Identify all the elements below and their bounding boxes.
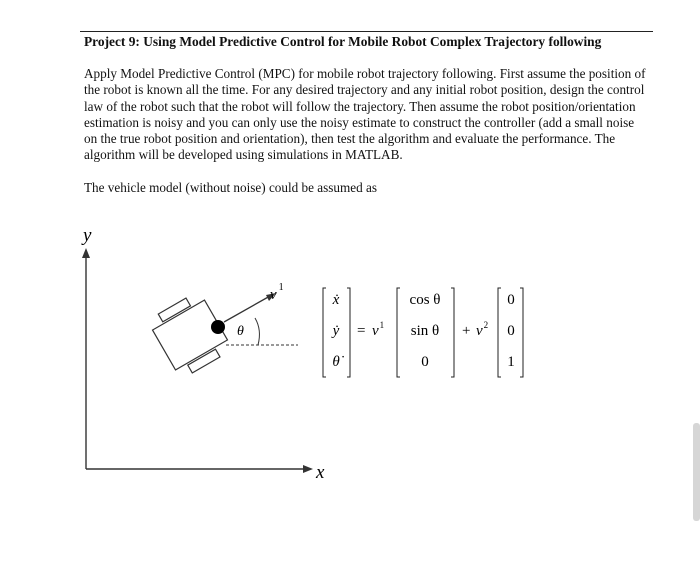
y-axis-arrowhead: [82, 248, 90, 258]
model-intro-text: The vehicle model (without noise) could be assumed as: [84, 180, 377, 195]
vec1-row3: 0: [421, 354, 429, 370]
lhs-y-dot: ẏ: [332, 323, 340, 339]
input-vector-1: [397, 288, 454, 377]
bracket-left-open: [323, 288, 326, 377]
y-axis-label: y: [83, 225, 92, 246]
vec2-row2: 0: [507, 323, 515, 339]
scrollbar[interactable]: [693, 423, 700, 521]
angle-arc: [255, 318, 259, 345]
plus-sign: +: [462, 323, 471, 339]
bracket-left-close: [347, 288, 350, 377]
project-title: Project 9: Using Model Predictive Control for Mobile Robot Complex Trajectory following: [84, 34, 602, 49]
heading-arrow: [224, 296, 270, 322]
vec2-row3: 1: [507, 354, 515, 370]
bracket-v1-open: [397, 288, 400, 377]
velocity-label: v $^1$: [270, 282, 284, 303]
lhs-theta-dot: θ̇: [332, 354, 340, 370]
x-axis-label: x: [316, 462, 325, 483]
description-paragraph: Apply Model Predictive Control (MPC) for mobile robot trajectory following. First assume the position of the robot is known all the time. For any desired trajectory and any initial robot position, design the control law of the robot such that the robot will follow the trajectory. Then assume the robot position/orientation estimation is noisy and you can only use the noisy estimate to construct the controller (add a small noise on the true robot position and orientation), then test the algorithm and evaluate the performance. The algorithm will be developed using simulations in MATLAB.: [84, 66, 646, 163]
bracket-v2-open: [498, 288, 501, 377]
vec1-row1: cos θ: [409, 292, 441, 308]
lhs-x-dot: ẋ: [332, 292, 340, 308]
v1-label: $v^1$: [372, 320, 385, 339]
equals-sign: =: [357, 323, 366, 339]
robot-center-dot: [211, 320, 225, 334]
bracket-v1-close: [451, 288, 454, 377]
bracket-v2-close: [520, 288, 523, 377]
x-axis-arrowhead: [303, 465, 313, 473]
state-derivative-vector: [323, 288, 350, 377]
vec2-row1: 0: [507, 292, 515, 308]
theta-label: θ: [237, 324, 244, 339]
v2-label: $v^2$: [476, 320, 489, 339]
robot-body-group: [147, 291, 233, 380]
input-vector-2: [498, 288, 523, 377]
vec1-row2: sin θ: [410, 323, 440, 339]
